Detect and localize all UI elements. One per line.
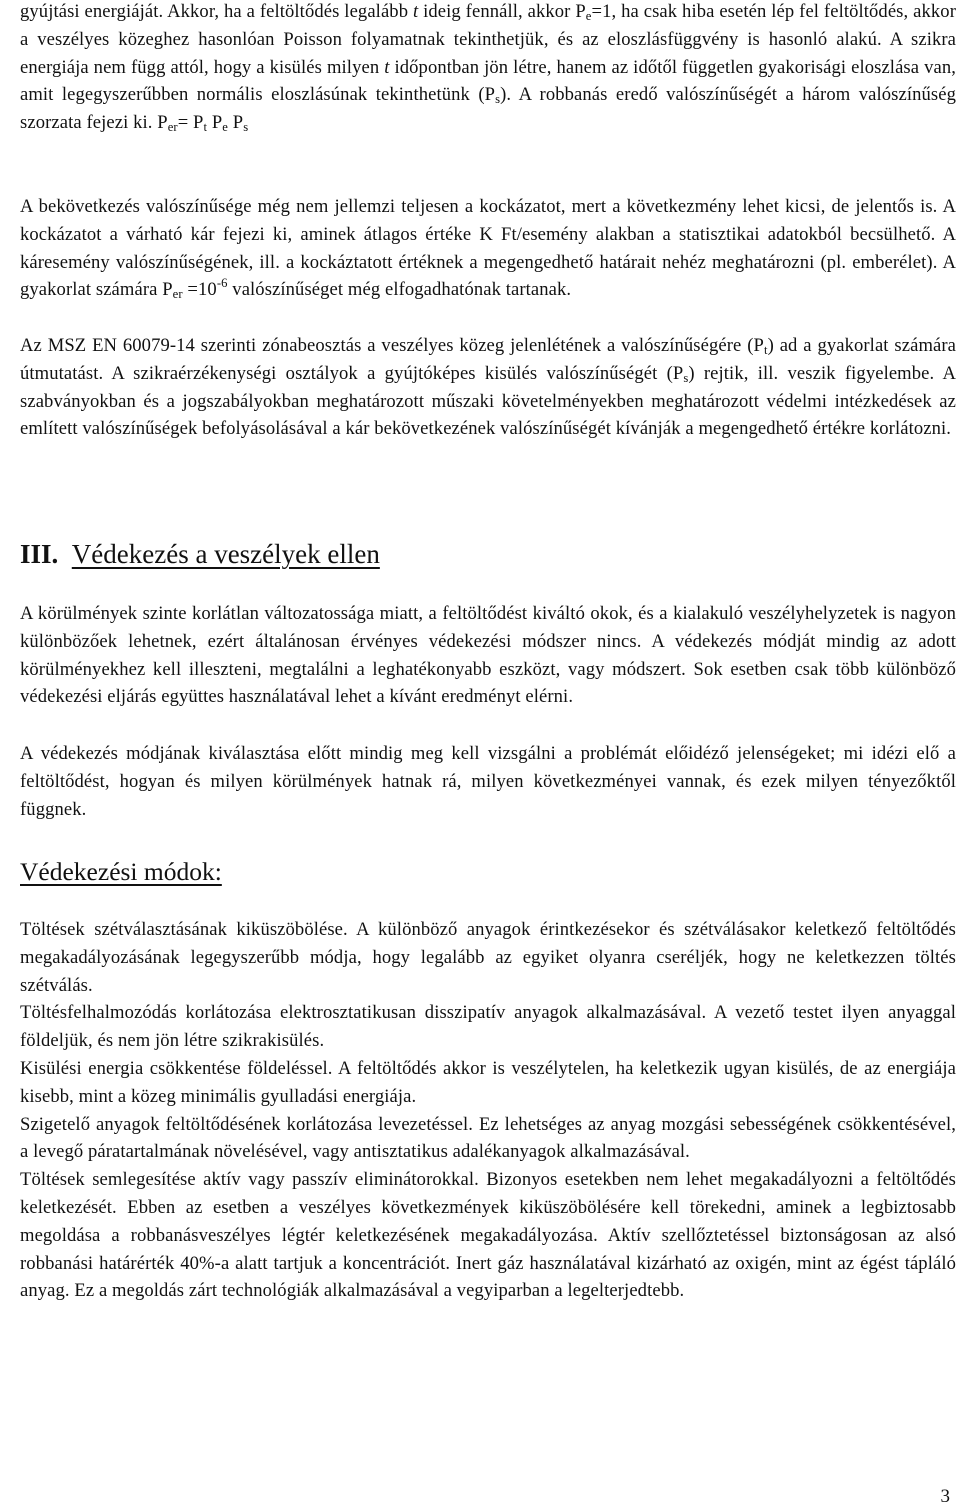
section-title: Védekezés a veszélyek ellen xyxy=(71,539,380,569)
method-item: Töltések semlegesítése aktív vagy passzív eliminátorokkal. Bizonyos esetekben nem lehet megakadályozni a feltöltődés keletkezését. Ebben az esetben a veszélyes következmények kiküszöbölésére kell törekedni, aminek a legbiztosabb megoldása a robbanásveszélyes légtér keletkezésének megakadályozása. Aktív szellőztetéssel biztonságosan az alsó robbanási határérték 40%-a alatt tartjuk a koncentrációt. Inert gáz használatával kizárható az oxigén, mint az égést tápláló anyag. Ez a megoldás zárt technológiák alkalmazásával a vegyiparban a legelterjedtebb. xyxy=(20,1169,956,1302)
paragraph-risk xyxy=(20,193,956,304)
paragraph-selection xyxy=(20,740,956,823)
page-number: 3 xyxy=(940,1486,950,1507)
subheading-text: Védekezési módok: xyxy=(20,857,222,886)
subheading xyxy=(20,857,222,887)
methods-list xyxy=(20,916,956,1305)
method-item: Töltésfelhalmozódás korlátozása elektrosztatikusan disszipatív anyagok alkalmazásával. A vezető testet ilyen anyaggal földeljük, és nem jön létre szikrakisülés. xyxy=(20,1002,956,1052)
paragraph-text: A körülmények szinte korlátlan változatossága miatt, a feltöltődést kiváltó okok, és a kialakuló veszélyhelyzetek is nagyon különbözőek lehetnek, ezért általánosan érvényes védekezési módszer nincs. A védekezés módját mindig az adott körülményekhez kell illeszteni, megtalálni a leghatékonyabb eszközt, vagy módszert. Sok esetben csak több különböző védekezési eljárás együttes használatával lehet a kívánt eredményt elérni. xyxy=(20,603,956,708)
paragraph-text: gyújtási energiáját. Akkor, ha a feltöltődés legalább t ideig fennáll, akkor $P_e=1$, ha csak hiba esetén lép fel feltöltődés, akkor a veszélyes közeghez hasonlóan Poisson folyamatnak tekinthetjük, és az eloszlásfüggvény is hasonló alakú. A szikra energiája nem függ attól, hogy a kisülés milyen t időpontban jön létre, hanem az időtől független gyakorisági eloszlása van, amit legegyszerűbben normális eloszlásúnak tekinthetünk $(P_s)$. A robbanás eredő valószínűségét a három valószínűség szorzata fejezi ki. $P_{er}= P_t$ $P_e$ $P_s$ xyxy=(20,1,956,135)
paragraph-text: A védekezés módjának kiválasztása előtt mindig meg kell vizsgálni a problémát előidéző jelenségeket; mi idézi elő a feltöltődést, hogyan és milyen körülmények hatnak rá, milyen következményei vannak, és ezek milyen tényezőktől függnek. xyxy=(20,743,956,820)
method-item: Kisülési energia csökkentése földeléssel. A feltöltődés akkor is veszélytelen, ha keletkezik ugyan kisülés, de az energiája kisebb, mint a közeg minimális gyulladási energiája. xyxy=(20,1057,956,1107)
method-item: Szigetelő anyagok feltöltődésének korlátozása levezetéssel. Ez lehetséges az anyag mozgási sebességének csökkentésével, a levegő páratartalmának növelésével, vagy antisztatikus adalékanyagok alkalmazásával. xyxy=(20,1113,956,1163)
section-heading xyxy=(20,539,380,570)
paragraph-probability xyxy=(20,0,956,137)
paragraph-standard xyxy=(20,332,956,443)
paragraph-text: A bekövetkezés valószínűsége még nem jellemzi teljesen a kockázatot, mert a következmény lehet kicsi, de jelentős is. A kockázatot a várható kár fejezi ki, aminek átlagos értéke K Ft/esemény alakban a statisztikai adatokból becsülhető. A káresemény valószínűségének, ill. a kockáztatott értéknek a megengedhető határait nehéz meghatározni (pl. emberélet). A gyakorlat számára $P_{er} =10^{-6}$ valószínűséget még elfogadhatónak tartanak. xyxy=(20,196,956,302)
section-number: III. xyxy=(20,539,59,569)
method-item: Töltések szétválasztásának kiküszöbölése. A különböző anyagok érintkezésekor és szétválásakor keletkező feltöltődés megakadályozásának legegyszerűbb módja, hogy legalább az egyiket olyanra cseréljék, hogy ne keletkezzen töltés szétválás. xyxy=(20,919,956,996)
paragraph-text: Az MSZ EN 60079-14 szerinti zónabeosztás a veszélyes közeg jelenlétének a valószínűségére $(P_t)$ ad a gyakorlat számára útmutatást. A szikraérzékenységi osztályok a gyújtóképes kisülés valószínűségét $(P_s)$ rejtik, ill. veszik figyelembe. A szabványokban és a jogszabályokban meghatározott műszaki követelményekben meghatározott védelmi intézkedések az említett valószínűségek befolyásolásával a kár bekövetkezének valószínűségét kívánják a megengedhető értékre korlátozni. xyxy=(20,335,957,440)
paragraph-intro xyxy=(20,600,956,711)
